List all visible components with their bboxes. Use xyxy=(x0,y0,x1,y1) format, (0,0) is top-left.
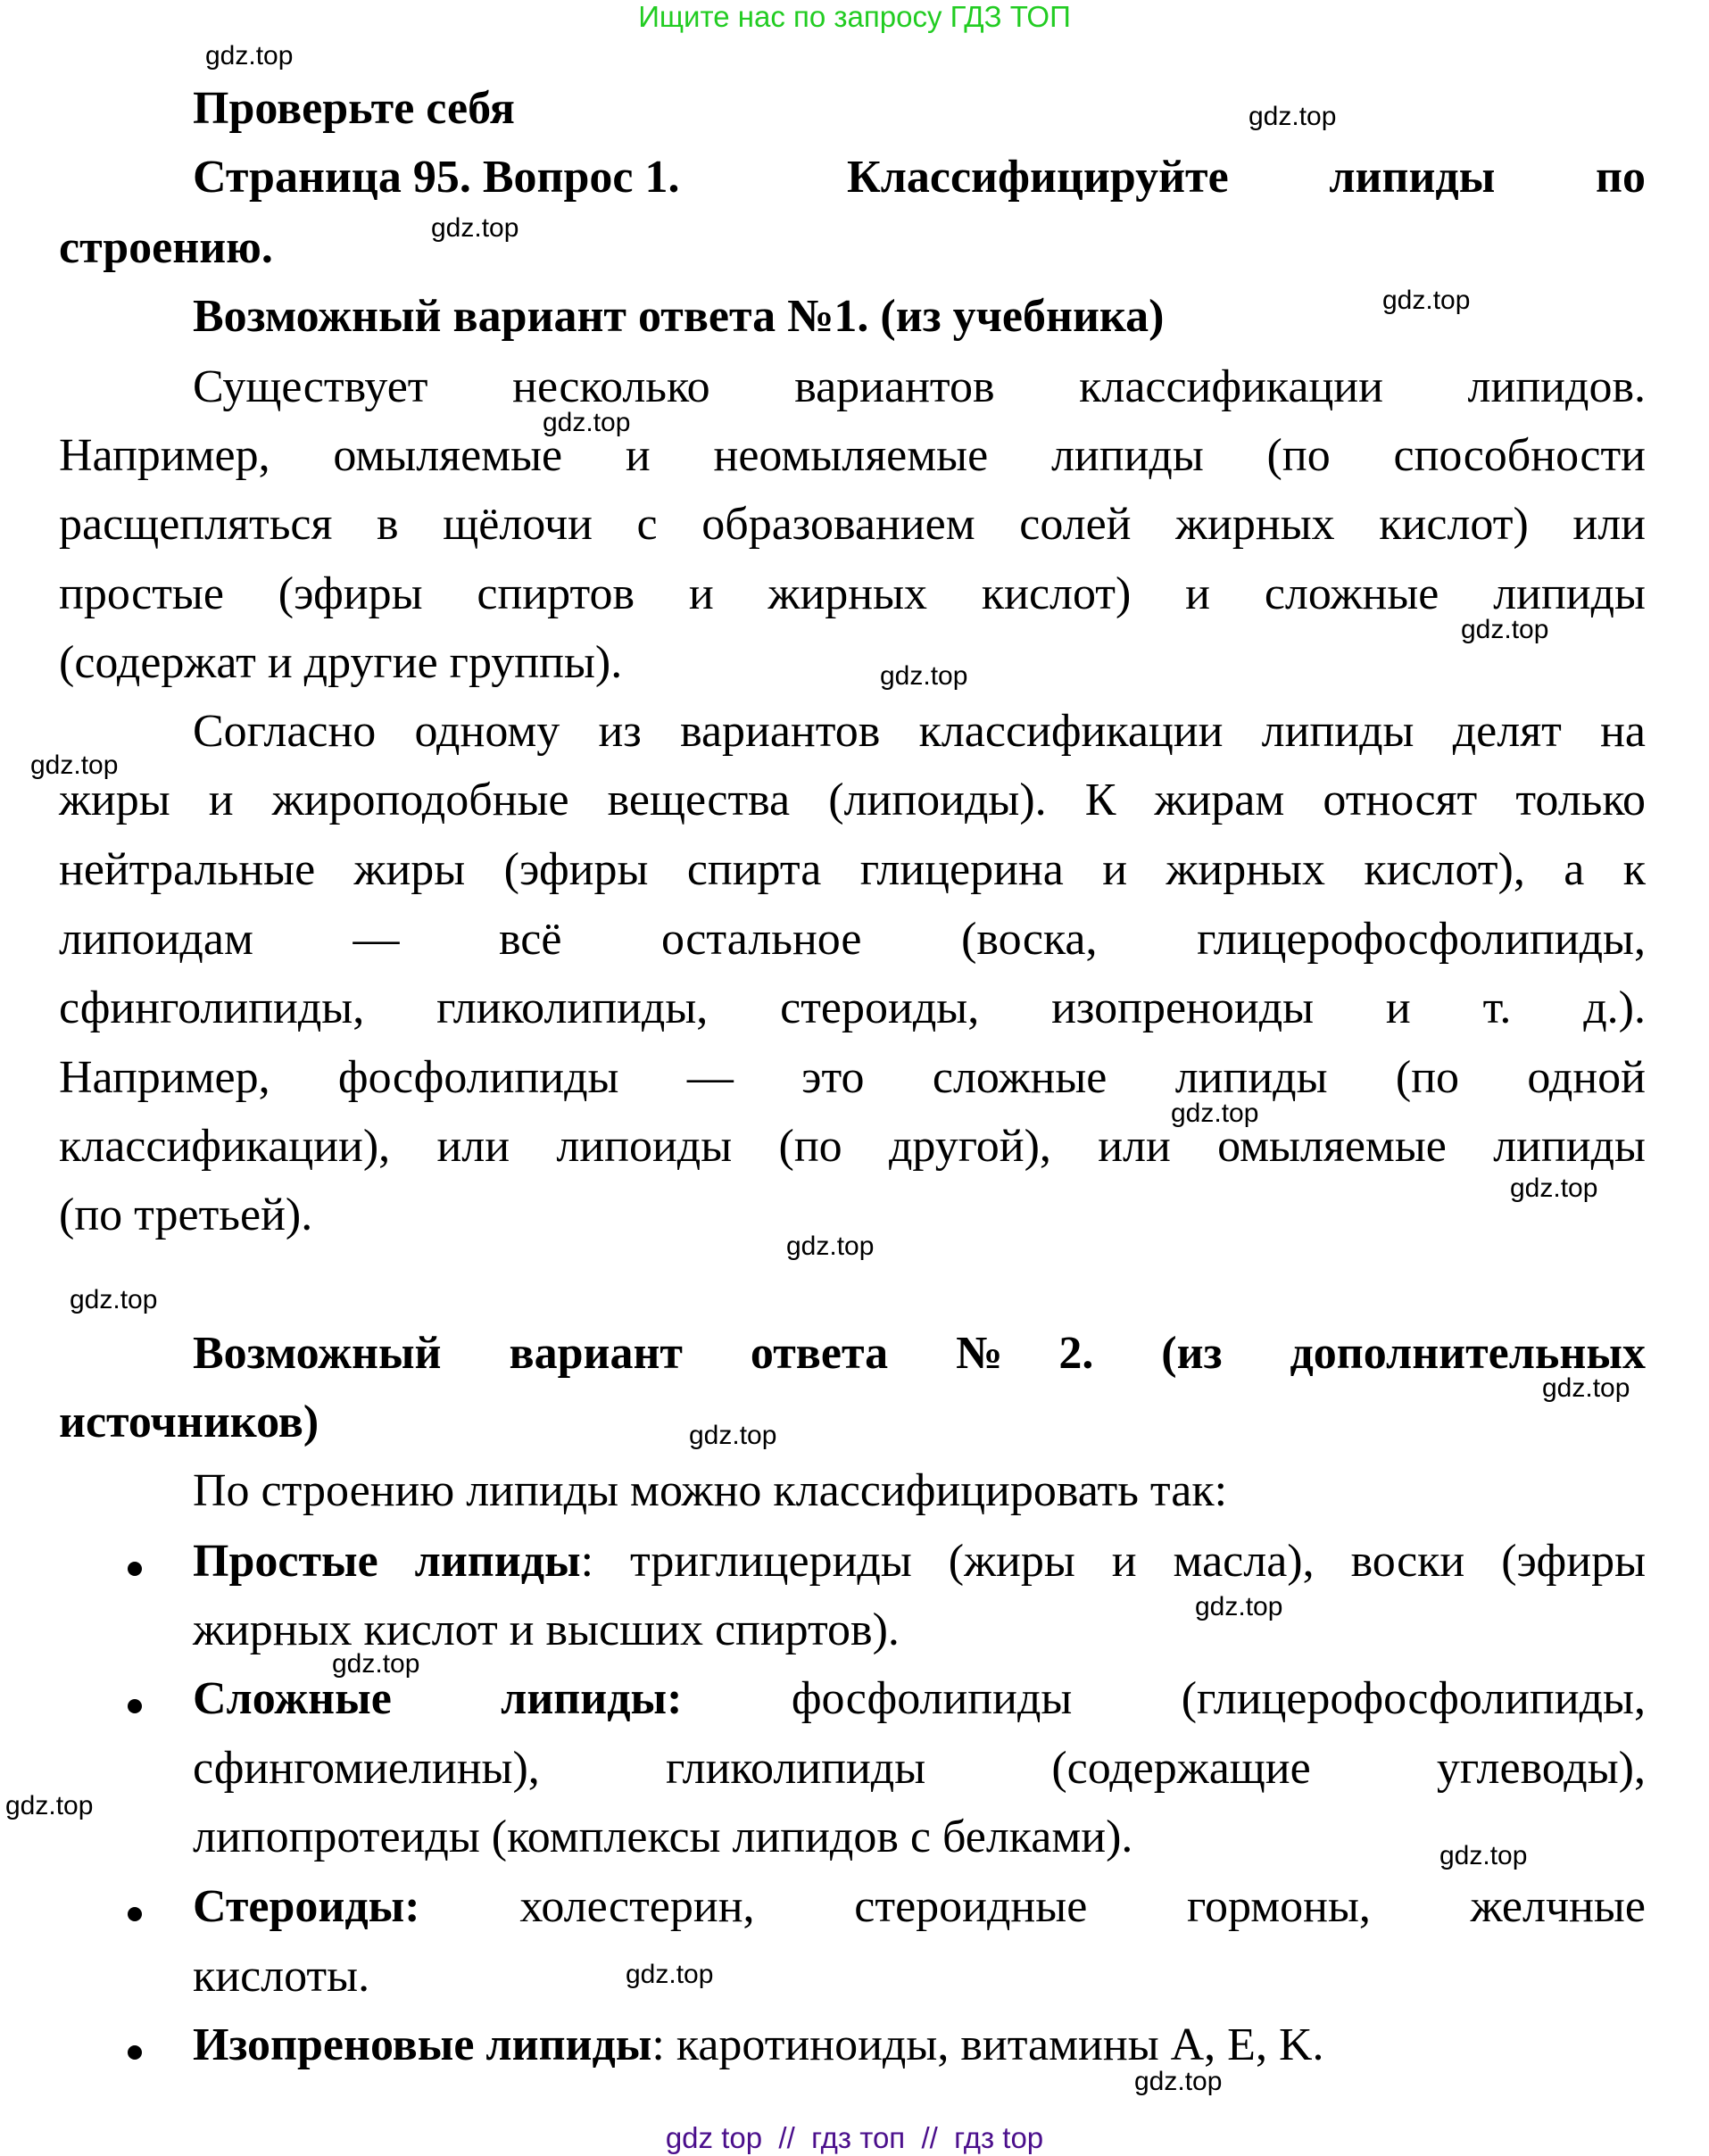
list-item-term: Стероиды: xyxy=(193,1881,420,1932)
list-item-text: фосфолипиды xyxy=(791,1673,1073,1724)
answer1-para2-line: липоидам — всё остальное (воска, глицерофосфолипиды, xyxy=(59,914,1646,965)
answer1-para2-line: нейтральные жиры (эфиры спирта глицерина и жирных кислот), а к xyxy=(59,844,1646,895)
answer2-heading-cont: источников) xyxy=(59,1397,319,1447)
watermark: gdz.top xyxy=(1171,1099,1259,1128)
list-item-text: : триглицериды (жиры и масла), воски (эфиры xyxy=(580,1536,1646,1587)
list-item-text: : каротиноиды, витамины A, E, K. xyxy=(651,2019,1324,2070)
watermark: gdz.top xyxy=(1542,1373,1630,1403)
list-item-term: Простые липиды xyxy=(193,1536,581,1587)
bullet-icon xyxy=(128,1907,142,1921)
watermark: gdz.top xyxy=(786,1231,875,1261)
watermark: gdz.top xyxy=(1134,2067,1223,2096)
answer1-para1-line: расщепляться в щёлочи с образованием солей жирных кислот) или xyxy=(59,499,1646,550)
watermark: gdz.top xyxy=(1382,286,1471,315)
bullet-icon xyxy=(128,1699,142,1713)
watermark: gdz.top xyxy=(1510,1173,1598,1203)
answer1-para1-line: Существует несколько вариантов классификации липидов. xyxy=(193,361,1646,412)
question-number: Страница 95. Вопрос 1. xyxy=(193,152,680,203)
watermark: gdz.top xyxy=(1439,1841,1528,1870)
footer-links: gdz top // гдз топ // гдз top xyxy=(665,2121,1044,2154)
answer1-para2-line: Согласно одному из вариантов классификации липиды делят на xyxy=(193,706,1646,757)
watermark: gdz.top xyxy=(1461,615,1549,644)
list-item xyxy=(193,1535,1646,1588)
question-text-start: Классифицируйте липиды по xyxy=(847,152,1646,203)
list-item xyxy=(193,1880,1646,1934)
list-item-text: холестерин, xyxy=(519,1881,755,1932)
watermark: gdz.top xyxy=(332,1649,420,1679)
answer1-para2-line: сфинголипиды, гликолипиды, стероиды, изопреноиды и т. д.). xyxy=(59,983,1646,1033)
watermark: gdz.top xyxy=(30,750,119,780)
watermark: gdz.top xyxy=(1195,1592,1283,1621)
question-line-2: строению. xyxy=(59,222,273,273)
bullet-icon xyxy=(128,1562,142,1576)
list-item-term: Изопреновые липиды xyxy=(193,2019,652,2070)
page-title: Проверьте себя xyxy=(193,83,515,134)
watermark: gdz.top xyxy=(543,408,631,437)
answer1-para1-line: Например, омыляемые и неомыляемые липиды (по способности xyxy=(59,430,1646,481)
list-item-cont: липопротеиды (комплексы липидов с белками). xyxy=(193,1812,1133,1862)
watermark: gdz.top xyxy=(431,213,519,243)
answer1-para2-line: (по третьей). xyxy=(59,1190,313,1240)
list-item-text: гормоны, xyxy=(1187,1881,1371,1932)
list-item-cont: жирных кислот и высших спиртов). xyxy=(193,1605,900,1655)
answer1-heading: Возможный вариант ответа №1. (из учебника) xyxy=(193,291,1165,342)
answer2-intro: По строению липиды можно классифицировать так: xyxy=(193,1465,1228,1516)
search-banner: Ищите нас по запросу ГДЗ ТОП xyxy=(638,0,1071,33)
answer1-para2-line: Например, фосфолипиды — это сложные липиды (по одной xyxy=(59,1052,1646,1103)
watermark: gdz.top xyxy=(70,1285,158,1314)
watermark: gdz.top xyxy=(205,41,294,70)
answer2-heading: Возможный вариант ответа №2. (из дополнительных xyxy=(193,1328,1646,1379)
answer1-para1-line: простые (эфиры спиртов и жирных кислот) и сложные липиды xyxy=(59,568,1646,619)
watermark: gdz.top xyxy=(626,1960,714,1989)
bullet-icon xyxy=(128,2045,142,2060)
watermark: gdz.top xyxy=(1249,102,1337,131)
list-item-text: (глицерофосфолипиды, xyxy=(1181,1673,1646,1724)
list-item-text: стероидные xyxy=(854,1881,1088,1932)
list-item-term: Сложные xyxy=(193,1673,392,1724)
list-item xyxy=(193,1672,1646,1726)
watermark: gdz.top xyxy=(5,1791,94,1820)
list-item-cont: кислоты. xyxy=(193,1951,370,2002)
question-line-1 xyxy=(193,151,1646,204)
watermark: gdz.top xyxy=(880,661,968,691)
answer1-para2-line: жиры и жироподобные вещества (липоиды). К жирам относят только xyxy=(59,775,1646,825)
answer1-para2-line: классификации), или липоиды (по другой), или омыляемые липиды xyxy=(59,1121,1646,1172)
list-item-text: желчные xyxy=(1470,1881,1646,1932)
watermark: gdz.top xyxy=(689,1421,777,1450)
answer1-para1-line: (содержат и другие группы). xyxy=(59,637,623,688)
list-item-cont: сфингомиелины), гликолипиды (содержащие углеводы), xyxy=(193,1743,1646,1794)
list-item xyxy=(193,2019,1646,2072)
list-item-term: липиды: xyxy=(501,1673,683,1724)
